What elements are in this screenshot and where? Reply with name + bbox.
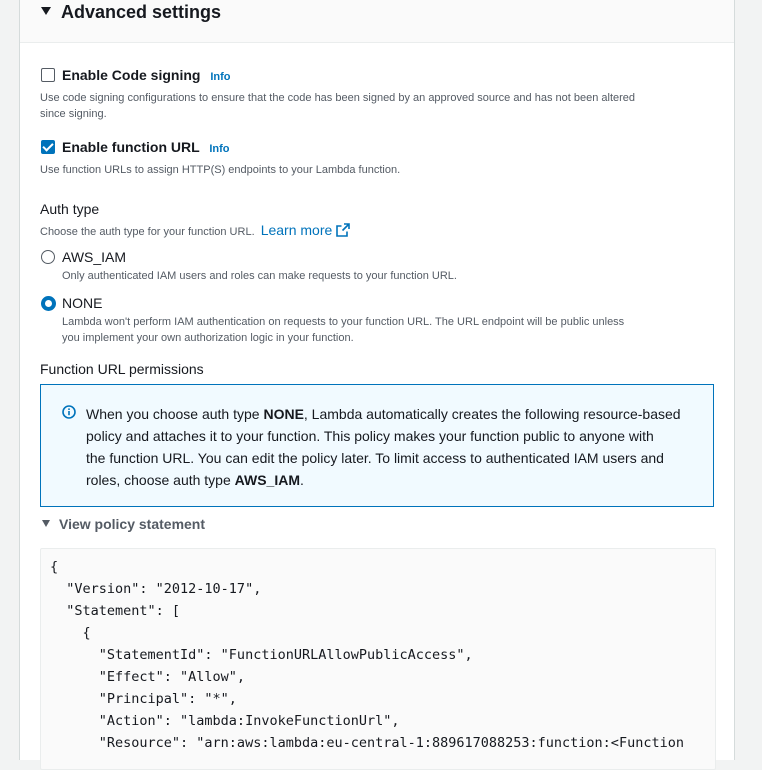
function-url-row [62, 138, 229, 158]
policy-line: "Action": "lambda:InvokeFunctionUrl", [50, 713, 400, 729]
advanced-settings-panel [19, 0, 735, 760]
code-signing-description-line2: since signing. [40, 108, 107, 120]
learn-more-link[interactable] [261, 222, 351, 238]
policy-line: "StatementId": "FunctionURLAllowPublicAccess", [50, 647, 473, 663]
alert-line-1-pre: When you choose auth type [86, 406, 264, 422]
code-signing-row [62, 66, 231, 86]
code-signing-info-link[interactable]: Info [210, 71, 231, 83]
policy-line: "Principal": "*", [50, 691, 237, 707]
alert-line-4-post: . [300, 472, 304, 488]
caret-down-icon[interactable] [41, 7, 51, 15]
policy-line: { [50, 559, 59, 575]
code-signing-description [40, 90, 720, 122]
policy-line: { [50, 625, 91, 641]
view-policy-label: View policy statement [59, 516, 206, 532]
permissions-info-alert [40, 384, 714, 507]
external-link-icon [336, 223, 350, 237]
advanced-settings-header[interactable] [20, 0, 734, 43]
auth-none-label[interactable]: NONE [62, 295, 103, 311]
auth-none-description [62, 314, 712, 346]
alert-line-2: policy and attaches it to your function. This policy makes your function public to anyone with [86, 428, 654, 444]
code-signing-label: Enable Code signing [62, 67, 201, 83]
alert-line-1 [86, 403, 706, 425]
function-url-permissions-label: Function URL permissions [40, 361, 204, 377]
section-title: Advanced settings [61, 2, 222, 22]
alert-line-1-bold: NONE [263, 406, 304, 422]
alert-line-4-bold: AWS_IAM [234, 472, 300, 488]
code-signing-description-line1: Use code signing configurations to ensure that the code has been signed by an approved source and has not been altered [40, 92, 636, 104]
auth-aws-iam-label[interactable]: AWS_IAM [62, 249, 127, 265]
alert-line-3: the function URL. You can edit the policy later. To limit access to authenticated IAM users and [86, 450, 664, 466]
auth-type-description: Choose the auth type for your function URL. [40, 226, 255, 238]
auth-type-label: Auth type [40, 201, 100, 217]
function-url-description: Use function URLs to assign HTTP(S) endpoints to your Lambda function. [40, 164, 401, 176]
caret-down-icon [42, 520, 50, 527]
alert-line-4-pre: roles, choose auth type [86, 472, 235, 488]
auth-none-radio[interactable] [41, 296, 56, 311]
info-icon [62, 405, 76, 419]
auth-none-description-line1: Lambda won't perform IAM authentication on requests to your function URL. The URL endpoint will be public unless [62, 316, 625, 328]
policy-code-block [40, 548, 716, 770]
policy-code [50, 556, 684, 754]
permissions-alert-text [86, 403, 706, 491]
code-signing-checkbox[interactable] [41, 68, 55, 82]
function-url-checkbox[interactable] [41, 140, 55, 154]
policy-line: "Version": "2012-10-17", [50, 581, 262, 597]
auth-none-description-line2: you implement your own authorization logic in your function. [62, 332, 354, 344]
auth-type-description-row [40, 222, 350, 240]
learn-more-label: Learn more [260, 222, 333, 238]
alert-line-1-post: , Lambda automatically creates the following resource-based [303, 406, 681, 422]
policy-line: "Statement": [ [50, 603, 181, 619]
auth-aws-iam-description: Only authenticated IAM users and roles can make requests to your function URL. [62, 270, 457, 282]
auth-aws-iam-radio[interactable] [41, 250, 55, 264]
policy-line: "Effect": "Allow", [50, 669, 246, 685]
function-url-label: Enable function URL [62, 139, 200, 155]
policy-line: "Resource": "arn:aws:lambda:eu-central-1:889617088253:function:<Function [50, 735, 684, 751]
function-url-info-link[interactable]: Info [209, 143, 230, 155]
alert-line-4 [86, 469, 706, 491]
